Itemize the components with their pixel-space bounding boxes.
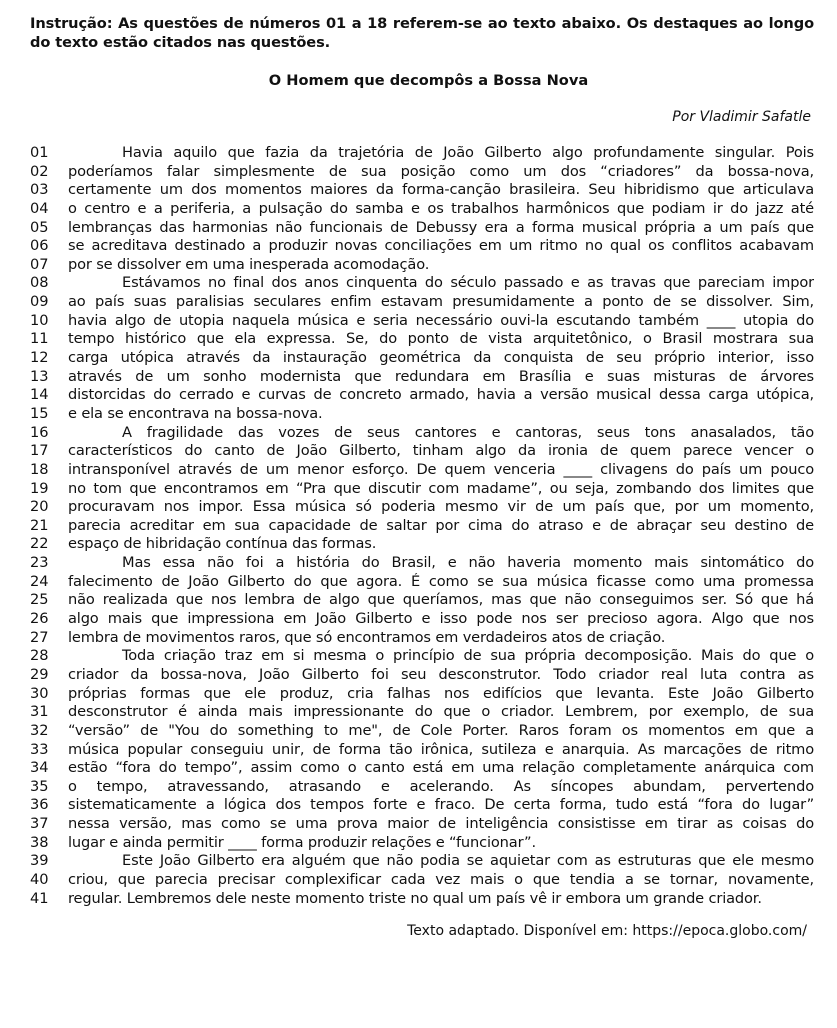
line-content: lembranças das harmonias não funcionais de Debussy era a forma musical própria a um país que bbox=[68, 218, 814, 236]
line-number: 10 bbox=[30, 311, 49, 329]
line-number: 34 bbox=[30, 759, 49, 777]
line-number: 07 bbox=[30, 255, 49, 273]
line-content: estão “fora do tempo”, assim como o canto está em uma relação completamente anárquica com bbox=[68, 759, 814, 777]
line-content: sistematicamente a lógica dos tempos forte e fraco. De certa forma, tudo está “fora do lugar” bbox=[68, 796, 814, 814]
text-line bbox=[30, 200, 814, 219]
line-number: 16 bbox=[30, 423, 49, 441]
line-number: 31 bbox=[30, 703, 49, 721]
text-line bbox=[30, 424, 814, 443]
text-line bbox=[30, 890, 814, 909]
text-line bbox=[30, 480, 814, 499]
line-number: 17 bbox=[30, 442, 49, 460]
line-content: procuravam nos impor. Essa música só poderia mesmo vir de um país que, por um momento, bbox=[68, 498, 814, 516]
line-content: Estávamos no final dos anos cinquenta do século passado e as travas que pareciam impor bbox=[122, 274, 814, 292]
line-content: “versão” de "You do something to me", de Cole Porter. Raros foram os momentos em que a bbox=[68, 721, 814, 739]
text-line bbox=[30, 181, 814, 200]
line-number: 15 bbox=[30, 404, 49, 422]
line-number: 02 bbox=[30, 162, 49, 180]
line-number: 03 bbox=[30, 181, 49, 199]
line-content: Toda criação traz em si mesma o princípio de sua própria decomposição. Mais do que o bbox=[122, 647, 814, 665]
line-content: e ela se encontrava na bossa-nova. bbox=[68, 404, 323, 422]
line-number: 20 bbox=[30, 498, 49, 516]
line-number: 23 bbox=[30, 554, 49, 572]
line-content: poderíamos falar simplesmente de sua posição como um dos “criadores” da bossa-nova, bbox=[68, 162, 814, 180]
text-line bbox=[30, 535, 814, 554]
text-line bbox=[30, 666, 814, 685]
text-line bbox=[30, 293, 814, 312]
line-number: 26 bbox=[30, 610, 49, 628]
line-content: havia algo de utopia naquela música e seria necessário ouvi-la escutando também ____ utopia do bbox=[68, 311, 814, 329]
line-content: Havia aquilo que fazia da trajetória de João Gilberto algo profundamente singular. Pois bbox=[122, 144, 814, 161]
line-number: 05 bbox=[30, 218, 49, 236]
line-content: nessa versão, mas como se uma prova maior de inteligência consistisse em tirar as coisas do bbox=[68, 815, 814, 833]
line-content: algo mais que impressiona em João Gilberto e isso pode nos ser precioso agora. Algo que nos bbox=[68, 610, 814, 628]
text-line bbox=[30, 834, 814, 853]
line-number: 32 bbox=[30, 721, 49, 739]
line-number: 12 bbox=[30, 349, 49, 367]
line-content: Mas essa não foi a história do Brasil, e não haveria momento mais sintomático do bbox=[122, 554, 814, 572]
line-content: intransponível através de um menor esforço. De quem venceria ____ clivagens do país um pouco bbox=[68, 460, 814, 478]
line-content: se acreditava destinado a produzir novas conciliações em um ritmo no qual os conflitos acabavam bbox=[68, 237, 814, 255]
line-content: ao país suas paralisias seculares enfim estavam presumidamente a ponto de se dissolver. Sim, bbox=[68, 293, 814, 311]
line-number: 27 bbox=[30, 628, 49, 646]
line-content: por se dissolver em uma inesperada acomodação. bbox=[68, 255, 430, 273]
line-number: 41 bbox=[30, 889, 49, 907]
line-content: espaço de hibridação contínua das formas. bbox=[68, 535, 377, 553]
line-content: distorcidas do cerrado e curvas de concreto armado, havia a versão musical dessa carga utópica, bbox=[68, 386, 814, 404]
line-number: 24 bbox=[30, 572, 49, 590]
text-line bbox=[30, 554, 814, 573]
numbered-text bbox=[30, 144, 814, 908]
text-line bbox=[30, 741, 814, 760]
line-content: A fragilidade das vozes de seus cantores e cantoras, seus tons anasalados, tão bbox=[122, 423, 814, 441]
line-number: 06 bbox=[30, 237, 49, 255]
text-line bbox=[30, 647, 814, 666]
line-number: 22 bbox=[30, 535, 49, 553]
text-line bbox=[30, 461, 814, 480]
text-line bbox=[30, 237, 814, 256]
line-content: próprias formas que ele produz, cria falhas nos edifícios que levanta. Este João Gilberto bbox=[68, 684, 814, 702]
line-number: 39 bbox=[30, 852, 49, 870]
line-content: desconstrutor é ainda mais impressionante do que o criador. Lembrem, por exemplo, de sua bbox=[68, 703, 814, 721]
line-content: carga utópica através da instauração geométrica da conquista de seu próprio interior, isso bbox=[68, 349, 814, 367]
text-line bbox=[30, 219, 814, 238]
line-number: 08 bbox=[30, 274, 49, 292]
text-line bbox=[30, 517, 814, 536]
line-number: 28 bbox=[30, 647, 49, 665]
line-content: característicos do canto de João Gilberto, tinham algo da ironia de quem parece vencer o bbox=[68, 442, 814, 460]
line-number: 35 bbox=[30, 777, 49, 795]
line-content: criador da bossa-nova, João Gilberto foi seu desconstrutor. Todo criador real luta contra as bbox=[68, 665, 814, 683]
line-content: regular. Lembremos dele neste momento triste no qual um país vê ir embora um grande criador. bbox=[68, 889, 762, 907]
line-content: falecimento de João Gilberto do que agora. É como se sua música ficasse como uma promessa bbox=[68, 572, 814, 590]
line-number: 29 bbox=[30, 665, 49, 683]
line-number: 21 bbox=[30, 516, 49, 534]
line-number: 30 bbox=[30, 684, 49, 702]
line-content: Este João Gilberto era alguém que não podia se aquietar com as estruturas que ele mesmo bbox=[122, 852, 814, 870]
text-line bbox=[30, 852, 814, 871]
line-content: o centro e a periferia, a pulsação do samba e os trabalhos harmônicos que podiam ir do jazz até bbox=[68, 199, 814, 217]
text-line bbox=[30, 312, 814, 331]
text-line bbox=[30, 629, 814, 648]
text-line bbox=[30, 685, 814, 704]
text-line bbox=[30, 871, 814, 890]
text-line bbox=[30, 796, 814, 815]
text-line bbox=[30, 815, 814, 834]
line-content: criou, que parecia precisar complexificar cada vez mais o que tendia a se tornar, novamente, bbox=[68, 870, 814, 888]
text-line bbox=[30, 498, 814, 517]
line-content: no tom que encontramos em “Pra que discutir com madame”, ou seja, zombando dos limites que bbox=[68, 479, 814, 497]
text-line bbox=[30, 591, 814, 610]
text-line bbox=[30, 759, 814, 778]
line-number: 14 bbox=[30, 386, 49, 404]
text-line bbox=[30, 349, 814, 368]
line-content: o tempo, atravessando, atrasando e acelerando. As síncopes abundam, pervertendo bbox=[68, 777, 814, 795]
text-line bbox=[30, 274, 814, 293]
line-number: 01 bbox=[30, 144, 49, 161]
line-content: lembra de movimentos raros, que só encontramos em verdadeiros atos de criação. bbox=[68, 628, 666, 646]
line-content: parecia acreditar em sua capacidade de saltar por cima do atraso e de abraçar seu destino de bbox=[68, 516, 814, 534]
line-number: 18 bbox=[30, 460, 49, 478]
line-content: música popular conseguiu unir, de forma tão irônica, sutileza e anarquia. As marcações de ritmo bbox=[68, 740, 814, 758]
text-line bbox=[30, 573, 814, 592]
text-line bbox=[30, 405, 814, 424]
source-note: Texto adaptado. Disponível em: https://epoca.globo.com/ bbox=[407, 923, 807, 939]
line-number: 04 bbox=[30, 199, 49, 217]
text-line bbox=[30, 144, 814, 163]
line-number: 33 bbox=[30, 740, 49, 758]
line-number: 09 bbox=[30, 293, 49, 311]
line-content: lugar e ainda permitir ____ forma produzir relações e “funcionar”. bbox=[68, 833, 536, 851]
line-content: não realizada que nos lembra de algo que queríamos, mas que não conseguimos ser. Só que há bbox=[68, 591, 814, 609]
line-number: 13 bbox=[30, 367, 49, 385]
author: Por Vladimir Safatle bbox=[672, 109, 811, 125]
line-number: 11 bbox=[30, 330, 49, 348]
line-number: 37 bbox=[30, 815, 49, 833]
text-line bbox=[30, 610, 814, 629]
instruction: Instrução: As questões de números 01 a 18 referem-se ao texto abaixo. Os destaques ao longo do texto estão citados nas questões. bbox=[30, 15, 814, 51]
line-number: 40 bbox=[30, 870, 49, 888]
line-number: 36 bbox=[30, 796, 49, 814]
text-line bbox=[30, 386, 814, 405]
line-number: 25 bbox=[30, 591, 49, 609]
line-content: tempo histórico que ela expressa. Se, do ponto de vista arquitetônico, o Brasil mostrara sua bbox=[68, 330, 814, 348]
text-line bbox=[30, 368, 814, 387]
line-number: 38 bbox=[30, 833, 49, 851]
text-title: O Homem que decompôs a Bossa Nova bbox=[268, 72, 589, 89]
text-line bbox=[30, 703, 814, 722]
text-line bbox=[30, 722, 814, 741]
text-line bbox=[30, 442, 814, 461]
text-line bbox=[30, 256, 814, 275]
text-line bbox=[30, 778, 814, 797]
line-number: 19 bbox=[30, 479, 49, 497]
line-content: através de um sonho modernista que redundara em Brasília e suas misturas de árvores bbox=[68, 367, 814, 385]
line-content: certamente um dos momentos maiores da forma-canção brasileira. Seu hibridismo que articulava bbox=[68, 181, 814, 199]
text-line bbox=[30, 330, 814, 349]
text-line bbox=[30, 163, 814, 182]
